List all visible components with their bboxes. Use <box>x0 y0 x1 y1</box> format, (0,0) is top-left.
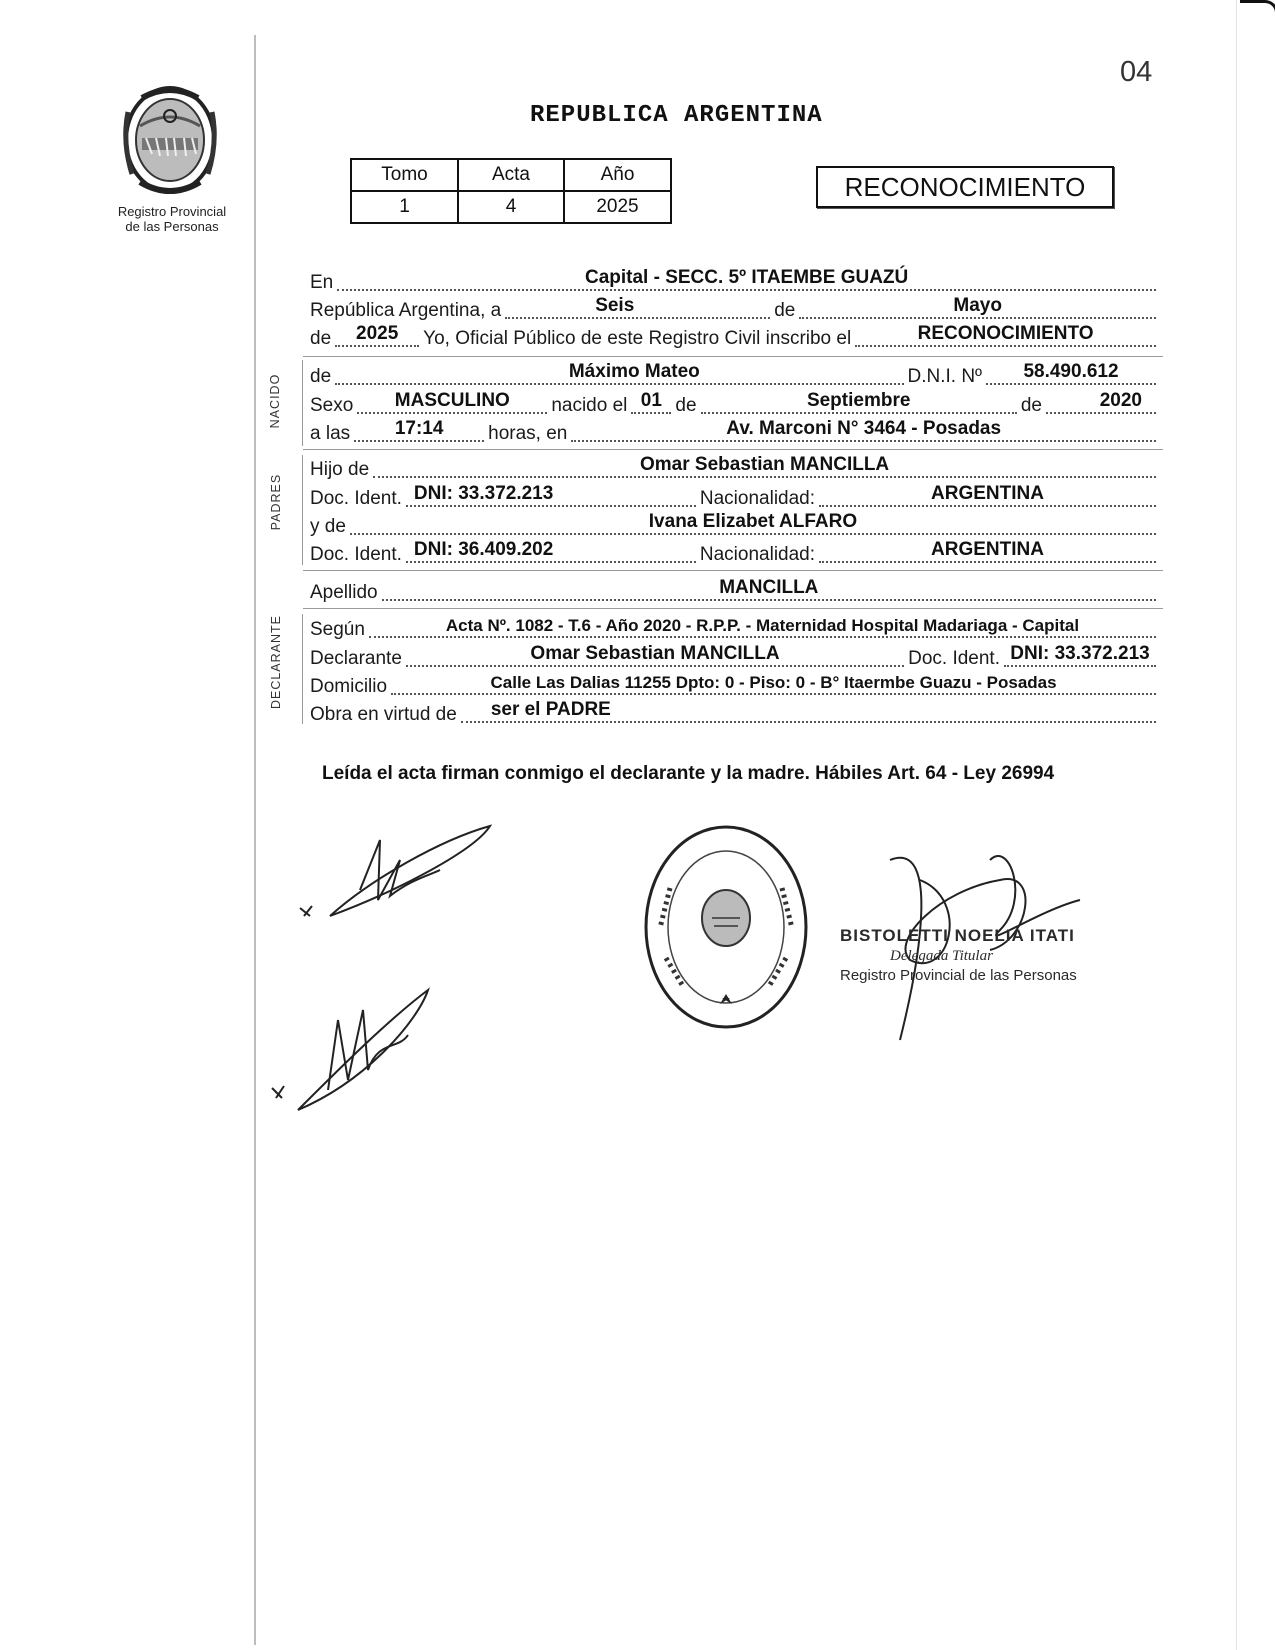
declarant-doc-field <box>1004 643 1156 667</box>
field-label: Doc. Ident. <box>310 488 402 509</box>
register-header: Tomo <box>351 159 458 191</box>
birth-year: 2020 <box>1099 390 1142 411</box>
year-field <box>335 323 419 347</box>
surname-field <box>382 577 1156 601</box>
act-value: RECONOCIMIENTO <box>917 323 1094 344</box>
segun-value: Acta Nº. 1082 - T.6 - Año 2020 - R.P.P. - Maternidad Hospital Madariaga - Capital <box>445 616 1080 635</box>
register-table <box>350 158 672 224</box>
address-value: Calle Las Dalias 11255 Dpto: 0 - Piso: 0 - B° Itaermbe Guazu - Posadas <box>490 673 1057 692</box>
corner-mark <box>1240 0 1275 13</box>
child-name-field <box>335 361 903 385</box>
day-field <box>505 295 770 319</box>
sex-field <box>357 390 547 414</box>
field-label: de <box>310 328 332 349</box>
father-nationality: ARGENTINA <box>931 483 1044 504</box>
field-label: Nacionalidad: <box>699 488 816 509</box>
padres-line-1 <box>310 455 1160 481</box>
birth-month-field <box>701 390 1017 414</box>
intro-text: Yo, Oficial Público de este Registro Civil inscribo el <box>423 328 852 349</box>
padres-line-2 <box>310 484 1160 510</box>
register-header: Acta <box>458 159 564 191</box>
registry-caption: Registro Provincial de las Personas <box>117 204 227 234</box>
section-bar <box>302 455 303 565</box>
field-label: Apellido <box>310 582 378 603</box>
declarante-line-4 <box>310 700 1160 726</box>
page-title: REPUBLICA ARGENTINA <box>530 102 823 129</box>
signature-mother-icon <box>268 980 448 1130</box>
father-name: Omar Sebastian MANCILLA <box>640 454 890 475</box>
register-value: 4 <box>458 191 564 223</box>
section-divider <box>303 608 1163 609</box>
section-divider <box>303 570 1163 571</box>
declarant-doc: DNI: 33.372.213 <box>1010 643 1150 664</box>
place-field <box>337 267 1156 291</box>
field-label: de <box>675 395 697 416</box>
birth-month: Septiembre <box>806 390 911 411</box>
section-divider <box>303 356 1163 357</box>
section-bar <box>302 360 303 446</box>
section-label-declarante: DECLARANTE <box>269 614 283 710</box>
closing-statement: Leída el acta firman conmigo el declarante y la madre. Hábiles Art. 64 - Ley 26994 <box>322 763 1055 784</box>
mother-name: Ivana Elizabet ALFARO <box>648 511 858 532</box>
obra-field <box>461 699 1156 723</box>
register-value-row <box>351 191 671 223</box>
page-edge <box>1236 0 1237 1650</box>
act-field <box>855 323 1156 347</box>
declarante-line-1 <box>310 615 1160 641</box>
section-label-nacido: NACIDO <box>268 373 282 429</box>
field-label: Hijo de <box>310 459 370 480</box>
birth-day-field <box>631 390 671 414</box>
field-label: y de <box>310 516 346 537</box>
year-value: 2025 <box>356 323 399 344</box>
month-value: Mayo <box>953 295 1002 316</box>
birth-day: 01 <box>640 390 662 411</box>
padres-line-3 <box>310 512 1160 538</box>
field-label: Declarante <box>310 648 402 669</box>
apellido-line <box>310 578 1160 604</box>
register-header: Año <box>564 159 671 191</box>
field-label: Nacionalidad: <box>699 544 816 565</box>
official-org: Registro Provincial de las Personas <box>840 967 1077 984</box>
father-doc: DNI: 33.372.213 <box>413 483 554 504</box>
birth-time-field <box>354 418 484 442</box>
mother-name-field <box>350 511 1156 535</box>
mother-doc: DNI: 36.409.202 <box>413 539 554 560</box>
segun-field <box>369 618 1156 638</box>
section-label-padres: PADRES <box>269 473 283 531</box>
field-label: D.N.I. Nº <box>907 366 982 387</box>
page-number: 04 <box>1120 56 1153 88</box>
field-label: horas, en <box>488 423 568 444</box>
father-name-field <box>373 454 1156 478</box>
child-dni: 58.490.612 <box>1023 361 1119 382</box>
birth-place-field <box>571 418 1156 442</box>
field-label: En <box>310 272 334 293</box>
intro-line-1 <box>310 268 1160 294</box>
official-name: BISTOLETTI NOELIA ITATI <box>840 926 1075 945</box>
official-title: Delegada Titular <box>890 948 993 964</box>
official-seal-icon <box>640 818 812 1036</box>
child-name: Máximo Mateo <box>568 361 700 382</box>
declarante-line-2 <box>310 644 1160 670</box>
declarante-line-3 <box>310 672 1160 698</box>
field-label: República Argentina, a <box>310 300 502 321</box>
field-label: Sexo <box>310 395 354 416</box>
address-field <box>391 675 1156 695</box>
father-nat-field <box>819 483 1156 507</box>
intro-line-2 <box>310 296 1160 322</box>
section-bar <box>302 614 303 724</box>
month-field <box>799 295 1156 319</box>
birth-place: Av. Marconi N° 3464 - Posadas <box>726 418 1002 439</box>
signature-declarant-icon <box>290 820 510 930</box>
place-value: Capital - SECC. 5º ITAEMBE GUAZÚ <box>584 267 909 288</box>
birth-year-field <box>1046 390 1156 414</box>
section-divider <box>303 449 1163 450</box>
obra-value: ser el PADRE <box>490 699 611 720</box>
field-label: de <box>310 366 332 387</box>
nacido-line-1 <box>310 362 1160 388</box>
official-stamp <box>840 926 1077 986</box>
register-header-row <box>351 159 671 191</box>
nacido-line-3 <box>310 419 1160 445</box>
register-value: 2025 <box>564 191 671 223</box>
father-doc-field <box>406 483 696 507</box>
sex-value: MASCULINO <box>394 390 510 411</box>
misiones-coat-of-arms-icon <box>116 82 224 200</box>
field-label: de <box>1020 395 1042 416</box>
mother-doc-field <box>406 539 696 563</box>
field-label: Domicilio <box>310 676 388 697</box>
field-label: a las <box>310 423 351 444</box>
declarant-name-field <box>406 643 904 667</box>
nacido-line-2 <box>310 391 1160 417</box>
surname-value: MANCILLA <box>719 577 819 598</box>
mother-nat-field <box>819 539 1156 563</box>
field-label: Doc. Ident. <box>310 544 402 565</box>
margin-line <box>254 35 256 1645</box>
field-label: de <box>774 300 796 321</box>
declarant-name: Omar Sebastian MANCILLA <box>530 643 780 664</box>
field-label: Según <box>310 619 365 640</box>
register-value: 1 <box>351 191 458 223</box>
child-dni-field <box>986 361 1156 385</box>
act-type-box: RECONOCIMIENTO <box>816 166 1114 208</box>
intro-line-3 <box>310 324 1160 350</box>
day-value: Seis <box>595 295 635 316</box>
field-label: Doc. Ident. <box>908 648 1000 669</box>
birth-time: 17:14 <box>394 418 444 439</box>
field-label: Obra en virtud de <box>310 704 457 725</box>
mother-nationality: ARGENTINA <box>931 539 1044 560</box>
field-label: nacido el <box>551 395 628 416</box>
padres-line-4 <box>310 540 1160 566</box>
